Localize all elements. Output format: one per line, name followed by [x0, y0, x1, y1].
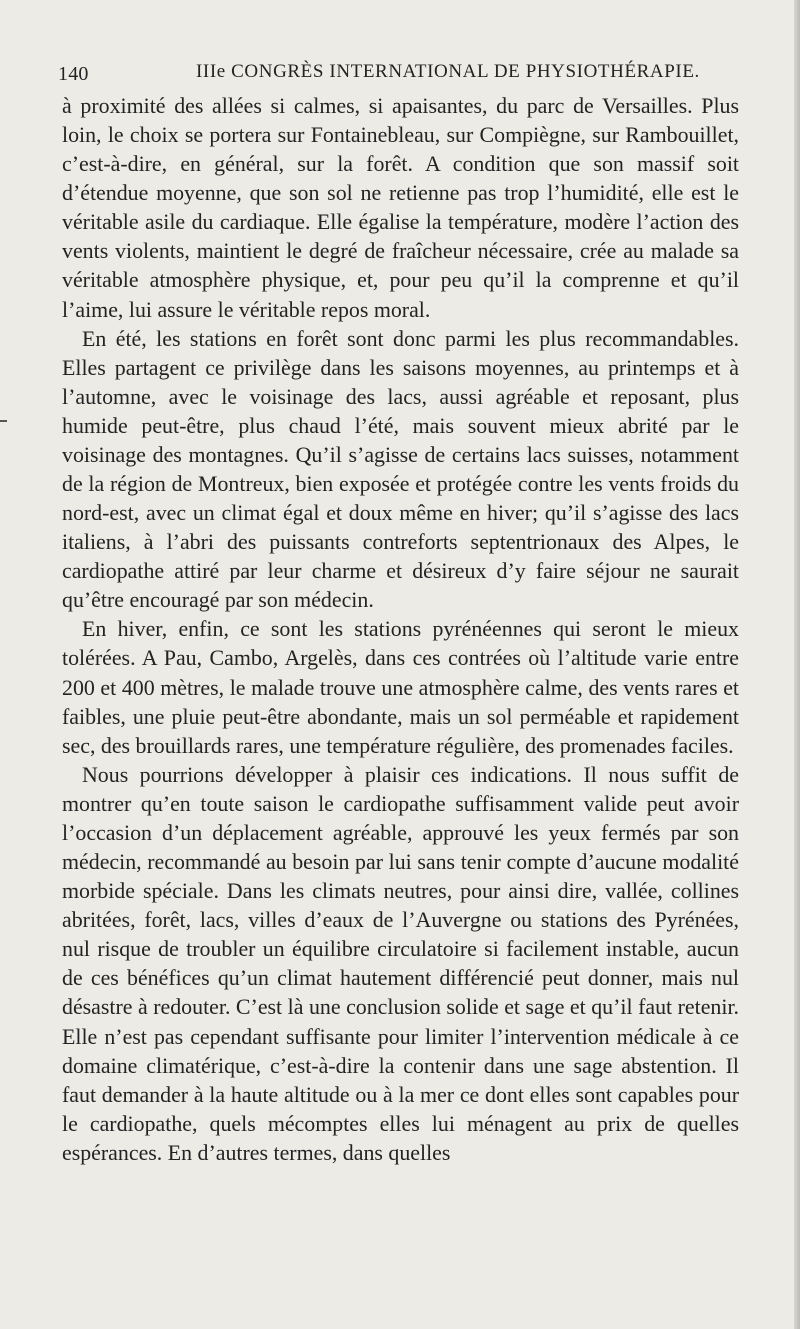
margin-mark — [0, 420, 7, 422]
paragraph-winter-stations: En hiver, enfin, ce sont les stations pyrénéennes qui seront le mieux tolérées. A Pau, Cambo, Argelès, dans ces contrées où l’altitude varie entre 200 et 400 mètres, le malade trouve une atmosphère calme, des vents rares et faibles, une pluie peut-être abondante, mais un sol perméable et rapidement sec, des brouillards rares, une température régulière, des promenades faciles. — [62, 616, 739, 758]
body-text — [62, 91, 739, 1167]
page-number: 140 — [58, 63, 89, 85]
paragraph-indications: Nous pourrions développer à plaisir ces indications. Il nous suffit de montrer qu’en toute saison le cardiopathe suffisamment valide peut avoir l’occasion d’un déplacement agréable, approuvé les yeux fermés par son médecin, recommandé au besoin par lui sans tenir compte d’aucune modalité morbide spéciale. Dans les climats neutres, pour ainsi dire, vallée, collines abritées, forêt, lacs, villes d’eaux de l’Auvergne ou stations des Pyrénées, nul risque de troubler un équilibre circulatoire si facilement instable, aucun de ces bénéfices qu’un climat hautement différencié peut donner, mais nul désastre à redouter. C’est là une conclusion solide et sage et qu’il faut retenir. Elle n’est pas cependant suffisante pour limiter l’intervention médicale à ce domaine climatérique, c’est-à-dire la contenir dans une sage abstention. Il faut demander à la haute altitude ou à la mer ce dont elles sont capables pour le cardiopathe, quels mécomptes elles lui ménagent au prix de quelles espérances. En d’autres termes, dans quelles — [62, 761, 739, 1165]
paragraph-summer-stations: En été, les stations en forêt sont donc parmi les plus recommandables. Elles partagent ce privilège dans les saisons moyennes, au printemps et à l’automne, avec le voisinage des lacs, aussi agréable et reposant, plus humide peut-être, plus chaud l’été, mais souvent mieux abrité par le voisinage des montagnes. Qu’il s’agisse de certains lacs suisses, notamment de la région de Montreux, bien exposée et protégée contre les vents froids du nord-est, avec un climat égal et doux même en hiver; qu’il s’agisse des lacs italiens, à l’abri des puissants contreforts septentrionaux des Alpes, le cardiopathe attiré par leur charme et désireux d’y faire séjour ne saurait qu’être encouragé par son médecin. — [62, 325, 739, 613]
page-header — [58, 58, 748, 88]
running-head: IIIe CONGRÈS INTERNATIONAL DE PHYSIOTHÉRAPIE. — [196, 61, 700, 82]
paragraph-continuation: à proximité des allées si calmes, si apaisantes, du parc de Versailles. Plus loin, le choix se portera sur Fontainebleau, sur Compiègne, sur Rambouillet, c’est-à-dire, en général, sur la forêt. A condition que son massif soit d’étendue moyenne, que son sol ne retienne pas trop l’humidité, elle est le véritable asile du cardiaque. Elle égalise la température, modère l’action des vents violents, maintient le degré de fraîcheur nécessaire, crée au malade sa véritable atmosphère physique, et, pour peu qu’il la comprenne et qu’il l’aime, lui assure le véritable repos moral. — [62, 93, 739, 322]
